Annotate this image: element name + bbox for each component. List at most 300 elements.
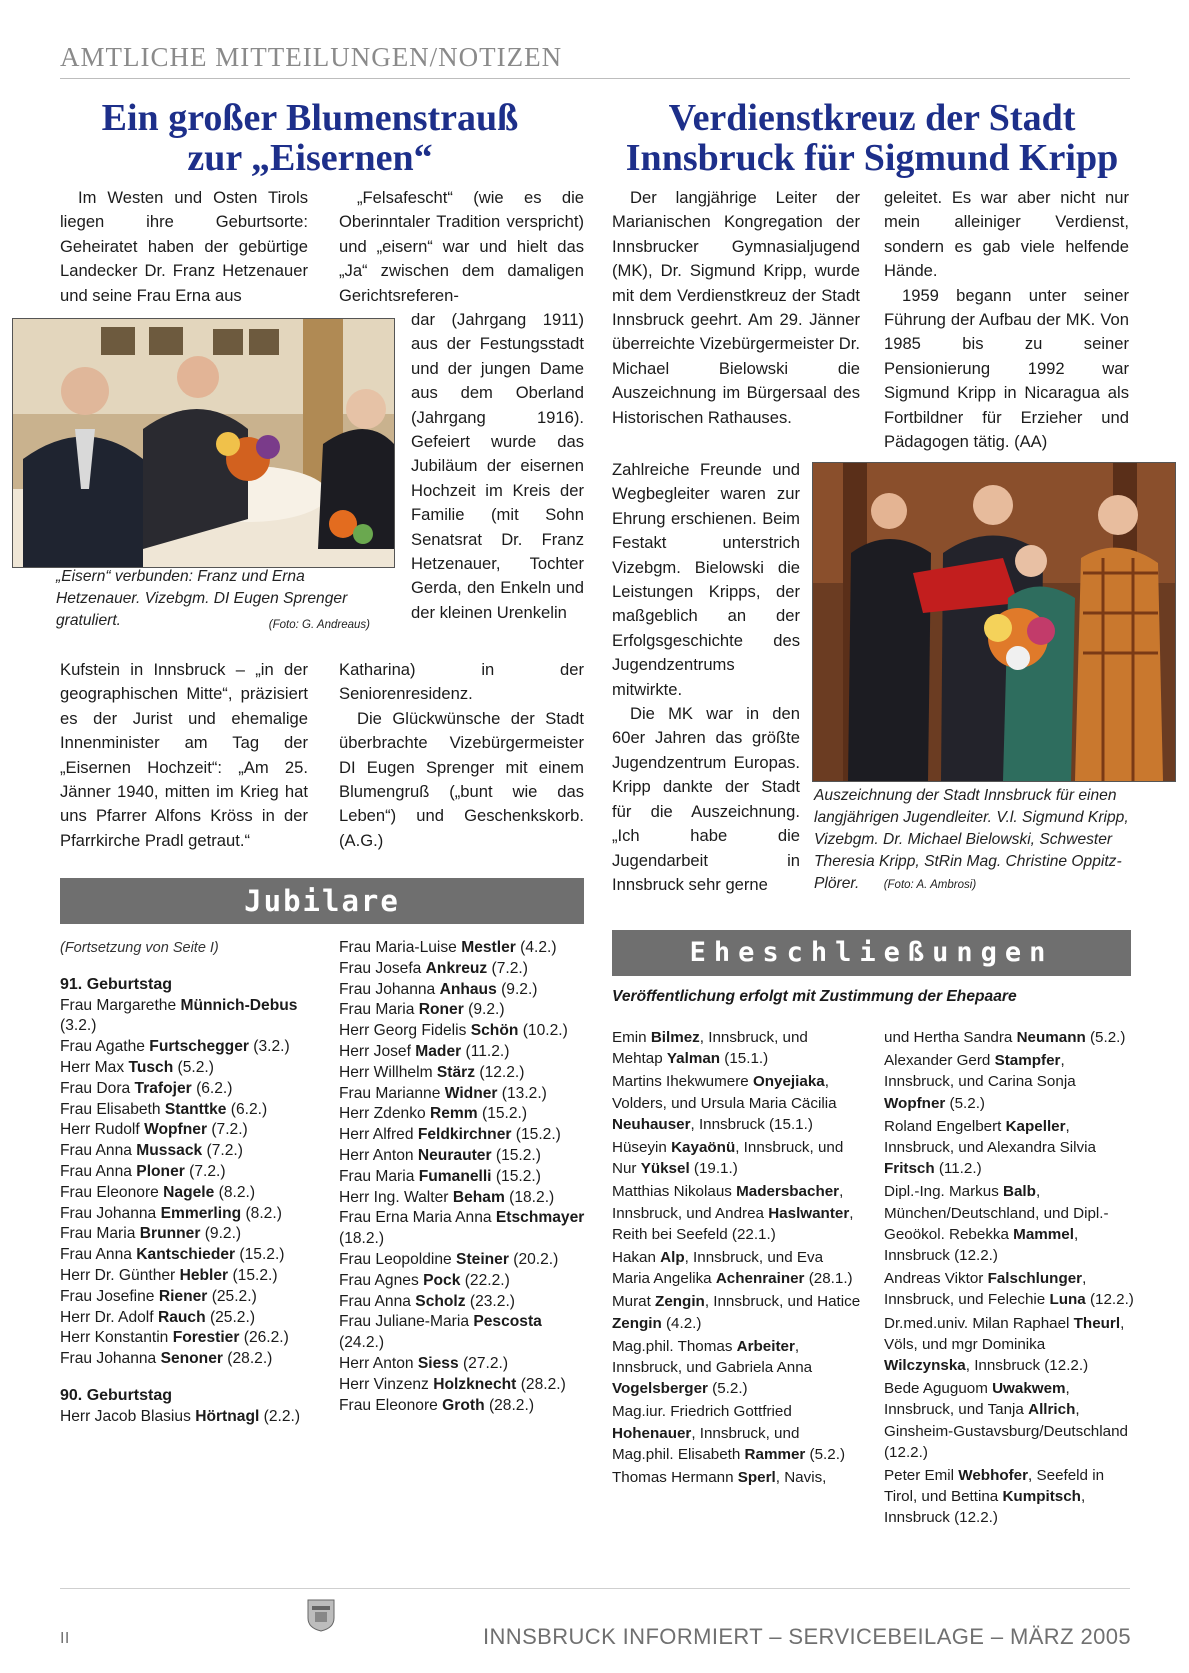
wedding-surname: Sperl: [737, 1469, 776, 1487]
wedding-surname: Vogelsberger: [612, 1380, 708, 1398]
jubilar-date: (7.2.): [487, 959, 528, 977]
jubilar-date: (20.2.): [508, 1250, 559, 1268]
jubilar-surname: Holzknecht: [433, 1375, 517, 1393]
jubilar-title: Herr Anton: [339, 1354, 418, 1372]
article1-photo: [12, 318, 395, 568]
article1-caption: [56, 566, 370, 636]
article2-paragraph: 1959 begann unter seiner Führung der Aufbau der MK. Von 1985 bis zu seiner Pensionierung 1992 war Sigmund Kripp in Nicaragua als Fortbildner für Erzieher und Pädagogen tätig. (AA): [884, 285, 1129, 452]
jubilar-entry: [60, 1266, 308, 1287]
jubilar-surname: Stanttke: [164, 1100, 227, 1118]
jubilar-surname: Anhaus: [439, 980, 497, 998]
jubilar-date: (15.2.): [491, 1167, 541, 1185]
jubilar-title: Frau Anna: [339, 1292, 416, 1310]
jubilar-date: (7.2.): [202, 1142, 243, 1160]
jubilar-surname: Scholz: [415, 1292, 466, 1310]
wedding-text: (5.2.): [1085, 1029, 1126, 1046]
article1-col2-narrow: [411, 308, 584, 625]
jubilar-date: (15.2.): [511, 1126, 561, 1144]
jubilar-entry: [339, 1375, 587, 1396]
jubilar-surname: Ploner: [136, 1162, 185, 1180]
wedding-surname: Onyejiaka: [752, 1073, 825, 1091]
top-divider: [60, 78, 1130, 79]
jubilar-surname: Nagele: [163, 1183, 215, 1201]
jubilar-entry: [60, 1100, 308, 1121]
wedding-entry: [612, 1181, 862, 1245]
city-crest-icon: [306, 1598, 336, 1632]
jubilar-surname: Ankreuz: [425, 959, 488, 977]
jubilar-surname: Fumanelli: [418, 1167, 492, 1185]
jubilar-surname: Mussack: [136, 1142, 203, 1160]
wedding-text: Andreas Viktor: [884, 1270, 988, 1288]
jubilar-title: Frau Maria: [339, 1001, 419, 1019]
jubilar-entry: [339, 980, 587, 1001]
wedding-list: [884, 1027, 1134, 1529]
eheschliessungen-header-bar: [612, 930, 1131, 976]
jubilar-entry: [339, 1312, 587, 1354]
article1-headline: [60, 98, 560, 178]
wedding-entry: [612, 1071, 862, 1135]
jubilare-continued-note: (Fortsetzung von Seite I): [60, 940, 219, 956]
city-crest-graphic: [306, 1598, 336, 1632]
jubilar-entry: [60, 1079, 308, 1100]
footer-divider: [60, 1588, 1130, 1589]
jubilar-entry: [339, 1271, 587, 1292]
jubilar-title: Frau Johanna: [60, 1350, 161, 1368]
jubilar-date: (2.2.): [259, 1407, 301, 1425]
wedding-surname: Arbeiter: [736, 1337, 795, 1355]
jubilare-sections: [60, 975, 308, 1428]
jubilar-date: (15.2.): [491, 1146, 541, 1164]
jubilar-entry: [339, 1188, 587, 1209]
jubilar-date: (4.2.): [515, 939, 557, 956]
jubilar-surname: Trafojer: [134, 1079, 192, 1097]
jubilar-title: Herr Konstantin: [60, 1329, 173, 1347]
jubilar-date: (9.2.): [463, 1001, 505, 1019]
jubilar-title: Herr Anton: [339, 1146, 418, 1164]
wedding-text: , Innsbruck, und Eva Maria Angelika: [612, 1249, 824, 1288]
jubilar-title: Frau Johanna: [60, 1204, 161, 1222]
article1-photo-credit: (Foto: G. Andreaus): [268, 619, 370, 631]
jubilar-date: (15.2.): [228, 1266, 278, 1284]
jubilar-date: (12.2.): [475, 1063, 525, 1081]
jubilar-entry: [339, 1104, 587, 1125]
jubilar-title: Frau Josefa: [339, 959, 426, 977]
article2-headline-line1: Verdienstkreuz der Stadt: [668, 97, 1076, 139]
wedding-text: Mag.iur. Friedrich Gottfried: [612, 1403, 792, 1421]
jubilar-entry: [60, 1162, 308, 1183]
jubilar-entry: [60, 1245, 308, 1266]
jubilar-entry: [60, 1120, 308, 1141]
wedding-surname: Yalman: [666, 1050, 721, 1068]
jubilar-entry: [339, 1021, 587, 1042]
jubilar-date: (15.2.): [235, 1246, 285, 1264]
jubilar-entry: [60, 1141, 308, 1162]
jubilar-surname: Schön: [470, 1022, 519, 1040]
wedding-text: , Völs, und mgr Dominika: [884, 1314, 1125, 1353]
jubilar-date: (26.2.): [239, 1329, 289, 1347]
jubilar-title: Frau Eleonore: [339, 1396, 443, 1414]
jubilar-surname: Neurauter: [417, 1146, 492, 1164]
jubilar-date: (22.2.): [460, 1271, 510, 1289]
wedding-text: Alexander Gerd: [884, 1052, 995, 1070]
birthday-heading: 90. Geburtstag: [60, 1386, 173, 1404]
wedding-entry: [612, 1291, 862, 1333]
jubilar-title: Frau Agathe: [60, 1038, 150, 1056]
jubilar-title: Herr Ing. Walter: [339, 1188, 453, 1206]
wedding-entry: [612, 1247, 862, 1289]
wedding-surname: Haslwanter: [768, 1204, 850, 1222]
wedding-text: , Innsbruck, und Nur: [612, 1139, 844, 1178]
wedding-surname: Yüksel: [640, 1160, 690, 1178]
jubilar-title: Herr Dr. Günther: [60, 1266, 180, 1284]
publication-footer: INNSBRUCK INFORMIERT – SERVICEBEILAGE – MÄRZ 2005: [482, 1624, 1131, 1649]
jubilar-title: Frau Marianne: [339, 1084, 445, 1102]
wedding-surname: Luna: [1049, 1291, 1086, 1309]
jubilar-surname: Pock: [423, 1271, 461, 1289]
wedding-list: [612, 1027, 862, 1488]
jubilar-title: Frau Agnes: [339, 1271, 424, 1289]
wedding-entry: [884, 1378, 1134, 1463]
jubilar-surname: Wopfner: [144, 1121, 208, 1139]
article1-col1-bottom: [60, 658, 308, 853]
wedding-text: , Innsbruck (12.2.): [965, 1357, 1089, 1375]
wedding-entry: [612, 1027, 862, 1069]
eheschliessungen-col1: [612, 1027, 862, 1490]
jubilare-col2: [339, 938, 587, 1416]
wedding-text: , Seefeld in Tirol, und Bettina: [884, 1467, 1105, 1506]
wedding-text: , Innsbruck (15.1.): [690, 1115, 813, 1133]
section-rubric: AMTLICHE MITTEILUNGEN/NOTIZEN: [60, 42, 563, 72]
birthday-heading: 91. Geburtstag: [60, 975, 173, 993]
jubilar-date: (28.2.): [516, 1375, 566, 1393]
article1-paragraph: Die Glückwünsche der Stadt überbrachte Vizebürgermeister DI Eugen Sprenger mit einem Blumengruß („bunt wie das Leben“) und Geschenkskorb. (A.G.): [339, 708, 584, 850]
jubilar-date: (3.2.): [248, 1038, 290, 1056]
jubilar-title: Frau Elisabeth: [60, 1100, 165, 1118]
wedding-text: (12.2.): [1085, 1291, 1134, 1309]
wedding-text: (5.2.): [707, 1380, 748, 1398]
wedding-text: , Navis,: [775, 1469, 827, 1487]
jubilar-entry: [60, 1204, 308, 1225]
wedding-entry: [884, 1181, 1134, 1266]
eheschliessungen-note: Veröffentlichung erfolgt mit Zustimmung der Ehepaare: [612, 988, 1017, 1005]
wedding-text: Mag.phil. Thomas: [612, 1337, 737, 1355]
jubilar-surname: Roner: [418, 1001, 464, 1019]
jubilar-entry: [60, 1224, 308, 1245]
jubilar-title: Frau Anna: [60, 1142, 137, 1160]
wedding-surname: Uwakwem: [992, 1380, 1066, 1398]
jubilare-title: Jubilare: [244, 884, 400, 918]
jubilar-surname: Stärz: [436, 1063, 476, 1081]
article2-photo-credit: (Foto: A. Ambrosi): [883, 879, 977, 891]
jubilar-title: Frau Eleonore: [60, 1183, 164, 1201]
article2-paragraph: Zahlreiche Freunde und Wegbegleiter waren zur Ehrung erschienen. Beim Festakt unterstrich Vizebgm. Bielowski die Leistungen Kripps, der maßgeblich an der Erfolgsgeschichte des Jugendzentrums mitwirkte.: [612, 460, 800, 699]
wedding-text: Murat: [612, 1293, 656, 1311]
wedding-text: , Innsbruck, und Gabriela Anna: [612, 1337, 813, 1377]
wedding-surname: Theurl: [1073, 1314, 1121, 1332]
article2-photo: [812, 462, 1176, 782]
article2-paragraph: Die MK war in den 60er Jahren das größte Jugendzentrum Europas. Kripp dankte der Stadt für die Auszeichnung. „Ich habe die Jugendarbeit in Innsbruck sehr gerne: [612, 704, 800, 894]
wedding-text: , Ginsheim-Gustavsburg/Deutschland (12.2.): [884, 1401, 1128, 1461]
jubilar-entry: [60, 1328, 308, 1349]
wedding-surname: Mammel: [1013, 1225, 1074, 1243]
article2-headline-line2: Innsbruck für Sigmund Kripp: [625, 137, 1119, 179]
jubilar-surname: Feldkirchner: [417, 1126, 512, 1144]
article1-paragraph: Katharina) in der Seniorenresidenz.: [339, 660, 584, 704]
wedding-surname: Rammer: [744, 1445, 806, 1463]
jubilar-title: Herr Alfred: [339, 1126, 418, 1144]
wedding-text: und Hertha Sandra: [884, 1029, 1017, 1046]
jubilar-title: Frau Leopoldine: [339, 1250, 457, 1268]
article1-caption-text: „Eisern“ verbunden: Franz und Erna Hetzenauer. Vizebgm. DI Eugen Sprenger gratuliert.: [56, 568, 348, 629]
wedding-entry: [612, 1467, 862, 1488]
jubilar-title: Herr Josef: [339, 1042, 416, 1060]
wedding-surname: Falschlunger: [987, 1270, 1083, 1288]
wedding-text: Thomas Hermann: [612, 1469, 738, 1487]
jubilar-date: (8.2.): [241, 1204, 282, 1222]
wedding-text: Matthias Nikolaus: [612, 1183, 737, 1201]
jubilar-entry: [60, 1037, 308, 1058]
jubilar-entry: [339, 1354, 587, 1375]
wedding-text: , Innsbruck, und Andrea: [612, 1183, 844, 1222]
jubilar-date: (7.2.): [184, 1162, 226, 1180]
wedding-surname: Stampfer: [994, 1052, 1061, 1070]
jubilar-date: (18.2.): [504, 1188, 555, 1206]
article2-col3-top: [612, 186, 860, 430]
wedding-entry: [612, 1336, 862, 1400]
wedding-text: (19.1.): [689, 1160, 738, 1178]
jubilar-surname: Mader: [415, 1042, 462, 1060]
wedding-text: , München/Deutschland, und Dipl.-Geoökol. Rebekka: [884, 1183, 1109, 1243]
jubilar-entry: [339, 1000, 587, 1021]
jubilar-date: (25.2.): [207, 1287, 257, 1305]
jubilar-date: (11.2.): [461, 1042, 510, 1060]
wedding-surname: Kumpitsch: [1002, 1488, 1081, 1506]
jubilar-entry: [60, 1287, 308, 1308]
wedding-entry: [884, 1313, 1134, 1377]
wedding-text: Dr.med.univ. Milan Raphael: [884, 1314, 1074, 1332]
article1-headline-line1: Ein großer Blumenstrauß: [101, 97, 519, 139]
jubilar-entry: [60, 1407, 308, 1428]
wedding-text: Roland Engelbert: [884, 1117, 1006, 1135]
jubilar-date: (24.2.): [339, 1334, 385, 1352]
jubilare-header-bar: [60, 878, 584, 924]
jubilar-date: (9.2.): [200, 1225, 242, 1243]
article2-caption: [814, 785, 1132, 896]
jubilar-title: Frau Erna Maria Anna: [339, 1209, 496, 1227]
wedding-surname: Hohenauer: [612, 1424, 692, 1442]
jubilar-date: (7.2.): [207, 1121, 248, 1139]
wedding-surname: Wopfner: [884, 1094, 946, 1112]
wedding-surname: Achenrainer: [715, 1270, 805, 1288]
jubilar-title: Herr Zdenko: [339, 1105, 430, 1123]
jubilar-title: Herr Georg Fidelis: [339, 1022, 471, 1040]
jubilar-surname: Hörtnagl: [195, 1407, 260, 1425]
jubilar-entry: [339, 1084, 587, 1105]
wedding-text: (4.2.): [661, 1314, 702, 1332]
jubilar-title: Herr Willhelm: [339, 1063, 437, 1081]
article1-paragraph: dar (Jahrgang 1911) aus der Festungsstadt und der jungen Dame aus dem Oberland (Jahrgang 1916). Gefeiert wurde das Jubiläum der eisernen Hochzeit im Kreis der Familie (mit Sohn Senatsrat Dr. Franz Hetzenauer, Tochter Gerda, den Enkeln und der kleinen Urenkelin: [411, 310, 584, 622]
wedding-entry: [884, 1050, 1134, 1114]
jubilar-surname: Brunner: [139, 1225, 201, 1243]
wedding-text: , Reith bei Seefeld (22.1.): [612, 1204, 854, 1243]
jubilar-date: (6.2.): [226, 1100, 268, 1118]
wedding-text: , Innsbruck, und Mag.phil. Elisabeth: [612, 1424, 800, 1463]
eheschliessungen-title: Eheschließungen: [689, 937, 1054, 968]
wedding-surname: Madersbacher: [736, 1183, 840, 1201]
jubilar-surname: Forestier: [172, 1329, 240, 1347]
wedding-text: Emin: [612, 1029, 651, 1046]
wedding-surname: Neuhauser: [612, 1115, 691, 1133]
article1-paragraph: „Felsafescht“ (wie es die Oberinntaler Tradition verspricht) und „eisern“ war und hielt das „Ja“ zwischen dem damaligen Gerichtsreferen-: [339, 188, 584, 305]
jubilar-entry: [339, 1063, 587, 1084]
jubilar-entry: [339, 1146, 587, 1167]
jubilar-surname: Kantschieder: [136, 1246, 236, 1264]
wedding-entry: [612, 1401, 862, 1465]
jubilar-title: Frau Johanna: [339, 980, 440, 998]
jubilar-title: Frau Anna: [60, 1162, 137, 1180]
wedding-surname: Neumann: [1016, 1029, 1086, 1046]
wedding-text: , Innsbruck, und Tanja: [884, 1380, 1070, 1419]
article2-paragraph: geleitet. Es war aber nicht nur mein alleiniger Verdienst, sondern es gab viele helfende Hände.: [884, 188, 1129, 281]
wedding-text: Bede Aguguom: [884, 1380, 993, 1398]
wedding-text: (28.1.): [804, 1270, 853, 1288]
wedding-text: (5.2.): [805, 1445, 845, 1463]
wedding-surname: Kapeller: [1005, 1117, 1066, 1135]
wedding-text: , Innsbruck (12.2.): [884, 1225, 1079, 1265]
jubilar-surname: Münnich-Debus: [180, 996, 298, 1014]
wedding-text: , Innsbruck, und Hatice: [704, 1293, 861, 1311]
jubilar-date: (8.2.): [214, 1183, 256, 1201]
wedding-text: , Innsbruck, und Carina Sonja: [884, 1052, 1076, 1091]
jubilar-entry: [60, 996, 308, 1038]
jubilar-date: (13.2.): [497, 1084, 547, 1102]
article2-paragraph: Der langjährige Leiter der Marianischen Kongregation der Innsbrucker Gymnasialjugend (MK), Dr. Sigmund Kripp, wurde mit dem Verdienstkreuz der Stadt Innsbruck geehrt. Am 29. Jänner überreichte Vizebürgermeister Dr. Michael Bielowski die Auszeichnung im Bürgersaal des Historischen Rathauses.: [612, 188, 860, 427]
wedding-text: Peter Emil: [884, 1467, 959, 1485]
wedding-surname: Balb: [1003, 1183, 1036, 1201]
jubilar-date: (23.2.): [465, 1292, 515, 1310]
wedding-text: , Innsbruck, und Felechie: [884, 1270, 1087, 1309]
jubilar-surname: Senoner: [160, 1350, 223, 1368]
jubilar-title: Frau Anna: [60, 1246, 137, 1264]
wedding-text: (11.2.): [934, 1160, 982, 1178]
article1-paragraph: Kufstein in Innsbruck – „in der geographischen Mitte“, präzisiert es der Jurist und ehemalige Innenminister am Tag der „Eisernen Hochzeit“: „Am 25. Jänner 1940, mitten im Krieg hat uns Pfarrer Alfons Kröss in der Pfarrkirche Pradl getraut.“: [60, 660, 308, 850]
jubilar-entry: [339, 938, 587, 959]
jubilar-title: Herr Rudolf: [60, 1121, 145, 1139]
article1-col2-top: [339, 186, 584, 308]
jubilar-title: Frau Juliane-Maria: [339, 1313, 474, 1331]
jubilar-entry: [339, 1125, 587, 1146]
wedding-surname: Kayaönü: [671, 1139, 736, 1157]
jubilar-entry: [339, 1208, 587, 1250]
jubilar-title: Frau Maria-Luise: [339, 939, 462, 956]
wedding-text: Martins Ihekwumere: [612, 1073, 753, 1091]
wedding-surname: Zengin: [655, 1293, 705, 1311]
jubilar-surname: Furtschegger: [149, 1038, 249, 1056]
wedding-text: , Innsbruck (12.2.): [884, 1488, 1086, 1527]
jubilar-entry: [60, 1349, 308, 1370]
wedding-surname: Bilmez: [650, 1029, 700, 1046]
wedding-entry: [884, 1268, 1134, 1310]
jubilar-entry: [60, 1058, 308, 1079]
jubilar-date: (10.2.): [518, 1022, 568, 1040]
jubilar-surname: Steiner: [456, 1250, 509, 1268]
wedding-text: (5.2.): [945, 1094, 985, 1112]
jubilar-entry: [60, 1308, 308, 1329]
jubilar-title: Herr Jacob Blasius: [60, 1407, 196, 1425]
wedding-text: Hakan: [612, 1249, 661, 1267]
jubilar-surname: Rauch: [157, 1308, 206, 1326]
wedding-text: , Volders, und Ursula Maria Cäcilia: [612, 1073, 837, 1112]
jubilar-date: (3.2.): [60, 1017, 97, 1035]
wedding-text: Hüseyin: [612, 1139, 672, 1157]
jubilar-title: Frau Maria: [60, 1225, 140, 1243]
wedding-text: , Innsbruck, und Mehtap: [612, 1029, 808, 1068]
jubilar-title: Frau Margarethe: [60, 996, 181, 1014]
award-ceremony-photo: [813, 463, 1175, 781]
jubilar-entry: [339, 1042, 587, 1063]
wedding-entry: [884, 1465, 1134, 1529]
jubilar-surname: Remm: [430, 1105, 478, 1123]
jubilare-col1: [60, 938, 308, 1428]
jubilar-date: (28.2.): [222, 1350, 273, 1368]
jubilar-surname: Riener: [158, 1287, 208, 1305]
article1-paragraph: Im Westen und Osten Tirols liegen ihre Geburtsorte: Geheiratet haben der gebürtige Landecker Dr. Franz Hetzenauer und seine Frau Erna aus: [60, 188, 308, 305]
wedding-entry: [612, 1137, 862, 1179]
jubilar-surname: Siess: [417, 1354, 459, 1372]
jubilar-title: Herr Vinzenz: [339, 1375, 434, 1393]
jubilar-date: (9.2.): [496, 980, 538, 998]
wedding-surname: Alp: [660, 1249, 685, 1267]
jubilar-title: Frau Josefine: [60, 1287, 159, 1305]
wedding-surname: Allrich: [1028, 1401, 1076, 1419]
jubilare-list: [339, 938, 587, 1416]
jubilar-date: (28.2.): [484, 1396, 535, 1414]
wedding-surname: Webhofer: [958, 1467, 1029, 1485]
jubilar-entry: [339, 1396, 587, 1417]
jubilar-entry: [60, 1183, 308, 1204]
jubilar-date: (15.2.): [477, 1105, 528, 1123]
page-number: II: [60, 1630, 70, 1647]
jubilar-surname: Hebler: [179, 1266, 229, 1284]
jubilar-surname: Pescosta: [473, 1313, 542, 1331]
wedding-surname: Zengin: [612, 1314, 662, 1332]
jubilar-title: Herr Max: [60, 1058, 129, 1076]
article1-col1-top: [60, 186, 308, 308]
wedding-entry: [884, 1027, 1134, 1048]
jubilar-date: (5.2.): [173, 1058, 214, 1076]
jubilar-date: (25.2.): [205, 1308, 256, 1326]
article1-col2-bottom: [339, 658, 584, 853]
wedding-surname: Wilczynska: [884, 1357, 966, 1375]
article2-headline: [612, 98, 1132, 178]
jubilar-title: Frau Maria: [339, 1167, 419, 1185]
wedding-entry: [884, 1116, 1134, 1180]
jubilar-entry: [339, 1292, 587, 1313]
jubilar-title: Frau Dora: [60, 1079, 135, 1097]
jubilar-surname: Widner: [444, 1084, 498, 1102]
jubilar-surname: Tusch: [128, 1058, 174, 1076]
article1-headline-line2: zur „Eisernen“: [187, 137, 433, 179]
article2-col4: [884, 186, 1129, 454]
jubilar-surname: Beham: [452, 1188, 505, 1206]
jubilar-surname: Etschmayer: [495, 1209, 585, 1227]
jubilar-date: (6.2.): [191, 1079, 233, 1097]
eheschliessungen-col2: [884, 1027, 1134, 1531]
jubilar-date: (18.2.): [339, 1230, 385, 1248]
wedding-text: , Innsbruck, und Alexandra Silvia: [884, 1117, 1096, 1157]
jubilar-entry: [339, 1167, 587, 1188]
jubilar-surname: Mestler: [461, 939, 516, 956]
